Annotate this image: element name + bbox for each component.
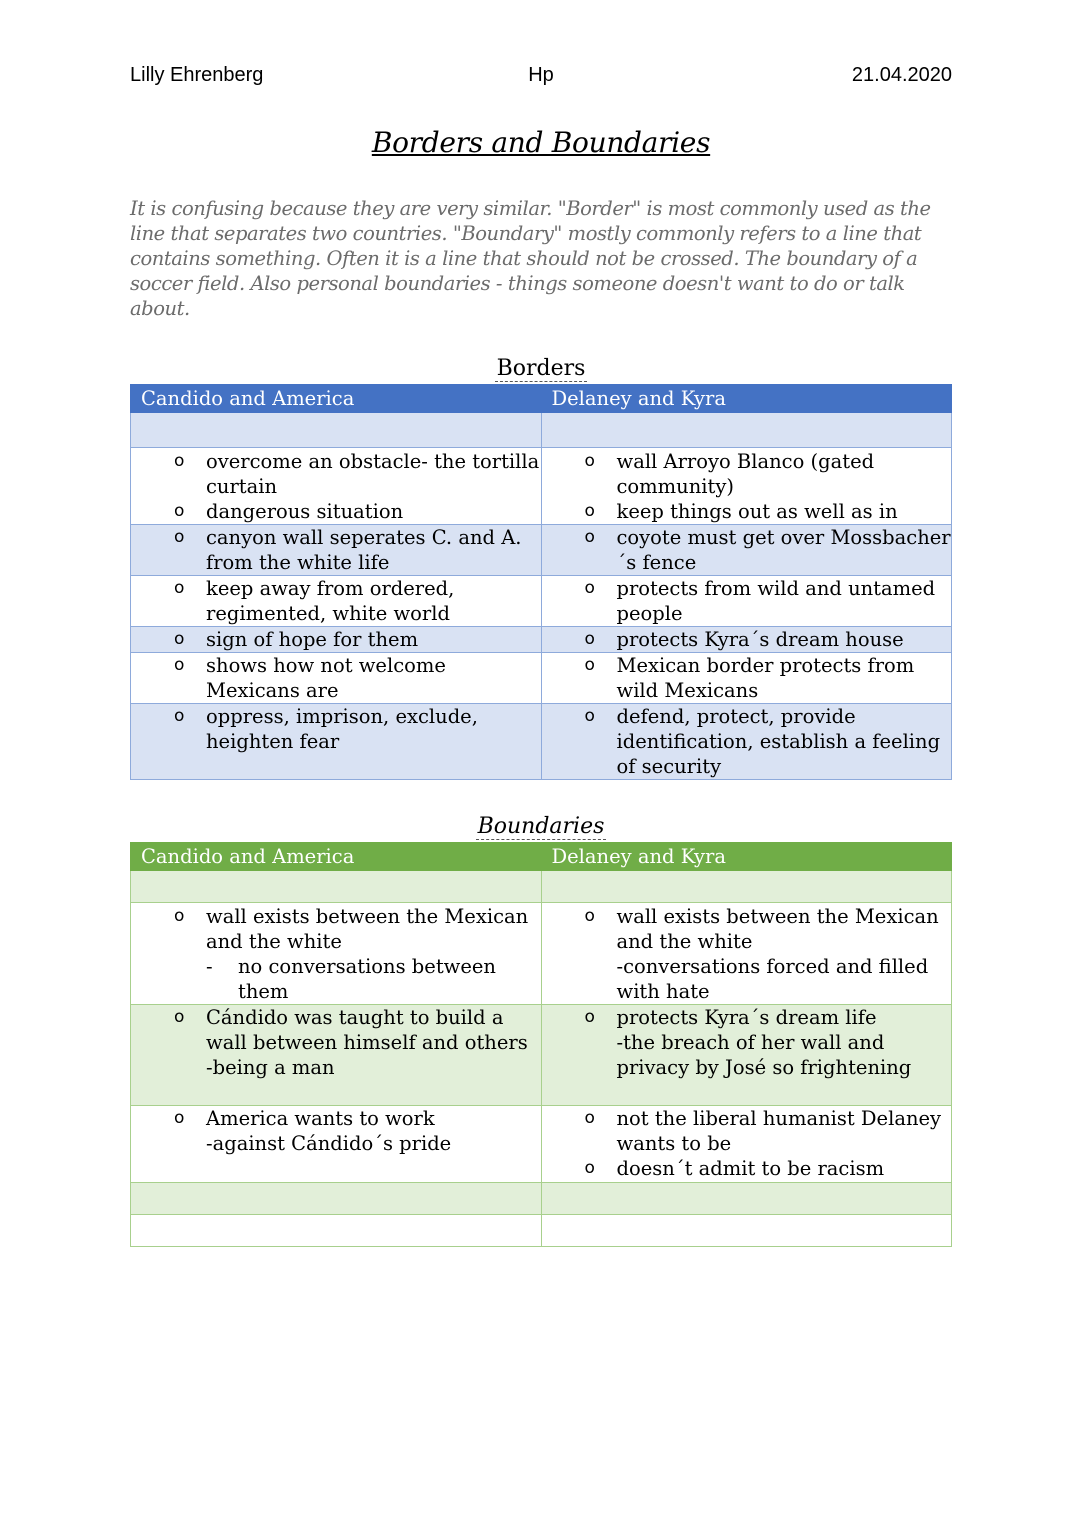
column-header: Delaney and Kyra	[541, 843, 952, 871]
column-header: Delaney and Kyra	[541, 385, 952, 413]
table-row	[131, 576, 952, 627]
borders-caption: Borders	[496, 356, 586, 381]
list-item: o America wants to work -against Cándido´s pride	[206, 1106, 541, 1156]
boundaries-caption: Boundaries	[477, 814, 605, 839]
table-row	[131, 525, 952, 576]
table-cell	[131, 903, 542, 1005]
table-cell	[541, 1005, 952, 1106]
list-item: o protects Kyra´s dream house	[584, 628, 904, 651]
list-item: o keep things out as well as in	[584, 500, 898, 523]
list-item: o overcome an obstacle- the tortilla curtain	[174, 450, 540, 498]
table-cell	[131, 1005, 542, 1106]
list-item: o keep away from ordered, regimented, white world	[174, 577, 455, 625]
table-cell	[541, 576, 952, 627]
table-row	[131, 1005, 952, 1106]
table-row	[131, 704, 952, 780]
table-cell	[131, 413, 542, 448]
list-item: o dangerous situation	[174, 500, 404, 523]
list-item: o wall exists between the Mexican and the white -conversations forced and filled with hate	[617, 904, 952, 1004]
date: 21.04.2020	[851, 64, 952, 86]
table-cell	[131, 576, 542, 627]
table-row	[131, 1106, 952, 1183]
list-item: o not the liberal humanist Delaney wants to be	[584, 1107, 942, 1155]
table-cell	[541, 1215, 952, 1247]
page-header	[130, 64, 952, 92]
table-cell	[541, 448, 952, 525]
table-row	[131, 627, 952, 653]
list-item: o wall Arroyo Blanco (gated community)	[584, 450, 875, 498]
list-item-note: -against Cándido´s pride	[206, 1132, 452, 1155]
list-item: o Mexican border protects from wild Mexicans	[584, 654, 915, 702]
column-header: Candido and America	[131, 385, 542, 413]
subject: Hp	[528, 64, 554, 86]
table-cell	[131, 653, 542, 704]
table-cell	[541, 871, 952, 903]
table-cell	[131, 525, 542, 576]
table-header-row	[131, 385, 952, 413]
table-cell	[131, 1183, 542, 1215]
table-cell	[541, 525, 952, 576]
list-item: o doesn´t admit to be racism	[584, 1157, 885, 1180]
table-row	[131, 1215, 952, 1247]
table-cell	[541, 653, 952, 704]
table-cell	[541, 413, 952, 448]
borders-table	[130, 384, 952, 780]
table-row	[131, 871, 952, 903]
table-row	[131, 903, 952, 1005]
list-item: o Cándido was taught to build a wall between himself and others -being a man	[206, 1005, 541, 1080]
table-cell	[131, 1106, 542, 1183]
list-item: o defend, protect, provide identification, establish a feeling of security	[584, 705, 941, 778]
table-cell	[131, 448, 542, 525]
table-cell	[131, 1215, 542, 1247]
table-row	[131, 653, 952, 704]
list-item: o protects from wild and untamed people	[584, 577, 936, 625]
intro-paragraph: It is confusing because they are very similar. "Border" is most commonly used as the line that separates two countries. "Boundary" mostly commonly refers to a line that contains something. Often it is a line that should not be crossed. The boundary of a soccer field. Also personal boundaries - things someone doesn't want to do or talk about.	[130, 197, 931, 320]
table-cell	[541, 704, 952, 780]
table-cell	[131, 627, 542, 653]
table-cell	[541, 627, 952, 653]
list-item: o shows how not welcome Mexicans are	[174, 654, 446, 702]
list-item: o coyote must get over Mossbacher´s fence	[584, 526, 951, 574]
table-cell	[541, 1183, 952, 1215]
list-item-note: -being a man	[206, 1056, 335, 1079]
table-cell	[541, 903, 952, 1005]
sub-list-item: - no conversations between them	[206, 955, 496, 1003]
list-item: o canyon wall seperates C. and A. from the white life	[174, 526, 522, 574]
column-header: Candido and America	[131, 843, 542, 871]
table-row	[131, 413, 952, 448]
list-item-note: -conversations forced and filled with hate	[616, 955, 929, 1003]
table-cell	[541, 1106, 952, 1183]
boundaries-table	[130, 842, 952, 1247]
table-row	[131, 448, 952, 525]
list-item: o sign of hope for them	[174, 628, 419, 651]
list-item: o protects Kyra´s dream life -the breach of her wall and privacy by José so frightening	[617, 1005, 952, 1080]
list-item: o wall exists between the Mexican and the white - no conversations between them	[206, 904, 541, 1004]
list-item: o oppress, imprison, exclude, heighten fear	[174, 705, 478, 753]
table-cell	[131, 704, 542, 780]
table-cell	[131, 871, 542, 903]
list-item-note: -the breach of her wall and privacy by José so frightening	[616, 1031, 912, 1079]
author-name: Lilly Ehrenberg	[130, 64, 264, 86]
page-title: Borders and Boundaries	[371, 126, 711, 159]
table-header-row	[131, 843, 952, 871]
table-row	[131, 1183, 952, 1215]
